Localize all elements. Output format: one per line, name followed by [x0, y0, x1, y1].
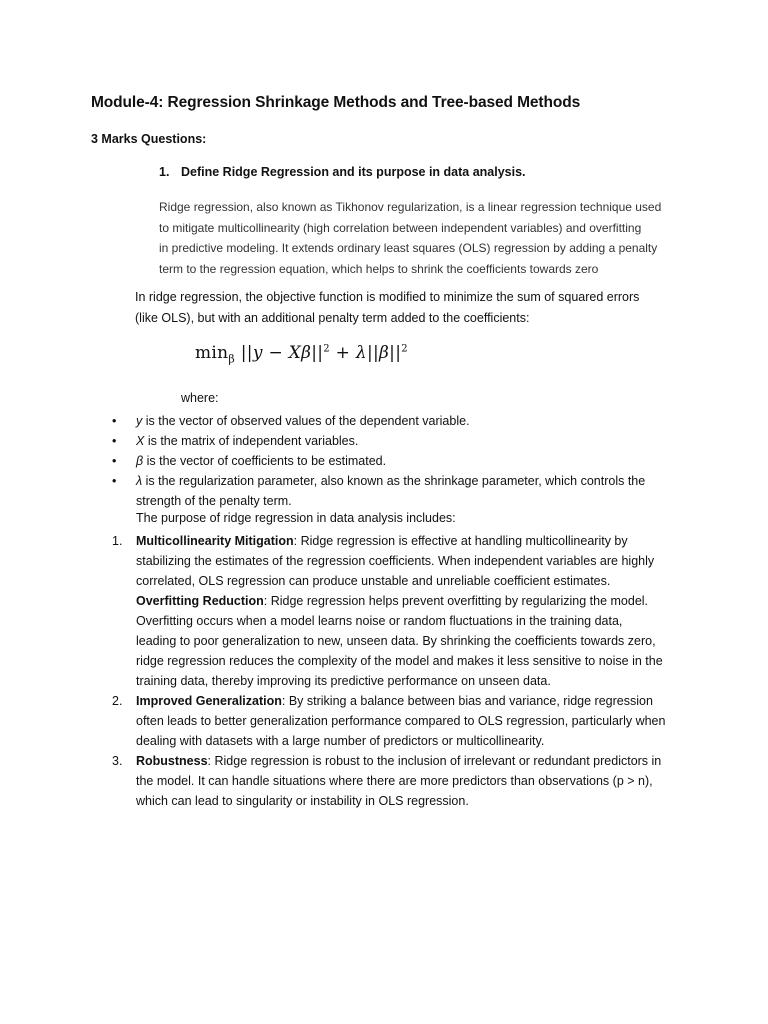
item-text: : By striking a balance between bias and variance, ridge regression: [281, 694, 653, 708]
list-item: [112, 531, 712, 591]
page-title: Module-4: Regression Shrinkage Methods and Tree-based Methods: [91, 94, 581, 111]
list-item: [112, 451, 692, 471]
where-label: where:: [181, 391, 219, 405]
bullet-symbol: X: [136, 434, 145, 448]
item-heading: Overfitting Reduction: [136, 594, 264, 608]
purpose-intro: The purpose of ridge regression in data analysis includes:: [136, 511, 456, 525]
bullet-icon: •: [112, 454, 117, 468]
item-text: correlated, OLS regression can produce unstable and unreliable coefficient estimates.: [136, 574, 611, 588]
bullet-symbol: λ: [136, 474, 143, 488]
variable-bullet-list: [112, 411, 692, 511]
intro-line: term to the regression equation, which helps to shrink the coefficients towards zero: [159, 261, 599, 276]
list-item: [112, 431, 692, 451]
item-text: often leads to better generalization performance compared to OLS regression, particularly when: [136, 714, 666, 728]
formula-min: min: [195, 343, 229, 363]
bullet-text: is the regularization parameter, also known as the shrinkage parameter, which controls the: [142, 474, 646, 488]
item-text: stabilizing the estimates of the regression coefficients. When independent variables are highly: [136, 554, 655, 568]
objective-line: (like OLS), but with an additional penalty term added to the coefficients:: [135, 311, 530, 325]
item-text: ridge regression reduces the complexity of the model and makes it less sensitive to noise in the: [136, 654, 663, 668]
list-item: [112, 751, 712, 811]
bullet-symbol: y: [136, 414, 143, 428]
item-text: : Ridge regression is robust to the inclusion of irrelevant or redundant predictors in: [207, 754, 662, 768]
item-text: dealing with datasets with a large number of predictors or multicollinearity.: [136, 734, 545, 748]
bullet-text: is the vector of observed values of the dependent variable.: [142, 414, 470, 428]
formula-sub: β: [228, 352, 236, 366]
objective-line: In ridge regression, the objective function is modified to minimize the sum of squared errors: [135, 290, 640, 304]
purpose-numbered-list: [112, 531, 712, 811]
bullet-text: is the vector of coefficients to be estimated.: [143, 454, 387, 468]
question-heading: [159, 165, 526, 179]
section-subtitle: 3 Marks Questions:: [91, 132, 207, 146]
bullet-text: is the matrix of independent variables.: [144, 434, 359, 448]
intro-paragraph: [159, 197, 684, 279]
item-text: : Ridge regression helps prevent overfitting by regularizing the model.: [263, 594, 649, 608]
intro-line: Ridge regression, also known as Tikhonov regularization, is a linear regression technique used: [159, 200, 662, 214]
item-number: 3.: [112, 754, 123, 768]
bullet-symbol: β: [136, 454, 144, 468]
item-number: 1.: [112, 534, 123, 548]
item-text: leading to poor generalization to new, unseen data. By shrinking the coefficients towards zero,: [136, 634, 656, 648]
list-item: [112, 691, 712, 751]
formula-body-1: ||y − Xβ||: [235, 343, 324, 363]
ridge-formula: [195, 343, 408, 365]
formula-sup-2: 2: [401, 343, 408, 355]
intro-line: in predictive modeling. It extends ordinary least squares (OLS) regression by adding a penalty: [159, 241, 658, 255]
item-text: the model. It can handle situations where there are more predictors than observations (p > n),: [136, 774, 653, 788]
item-text: : Ridge regression is effective at handling multicollinearity by: [293, 534, 628, 548]
item-text: which can lead to singularity or instability in OLS regression.: [136, 794, 469, 808]
item-heading: Improved Generalization: [136, 694, 282, 708]
list-item: [112, 471, 692, 511]
list-item: [112, 591, 712, 691]
bullet-icon: •: [112, 434, 117, 448]
bullet-icon: •: [112, 414, 117, 428]
formula-body-2: + λ||β||: [329, 343, 402, 363]
bullet-text: strength of the penalty term.: [136, 494, 292, 508]
item-heading: Robustness: [136, 754, 208, 768]
bullet-icon: •: [112, 474, 117, 488]
objective-paragraph: [135, 287, 695, 329]
item-number: 2.: [112, 694, 123, 708]
list-item: [112, 411, 692, 431]
intro-line: to mitigate multicollinearity (high correlation between independent variables) and overfitting: [159, 220, 642, 235]
item-text: Overfitting occurs when a model learns noise or random fluctuations in the training data,: [136, 614, 623, 628]
question-text: Define Ridge Regression and its purpose in data analysis.: [181, 165, 526, 179]
question-number: 1.: [159, 165, 170, 179]
item-text: training data, thereby improving its predictive performance on unseen data.: [136, 674, 551, 688]
item-heading: Multicollinearity Mitigation: [136, 534, 294, 548]
formula-sup-1: 2: [323, 343, 330, 355]
